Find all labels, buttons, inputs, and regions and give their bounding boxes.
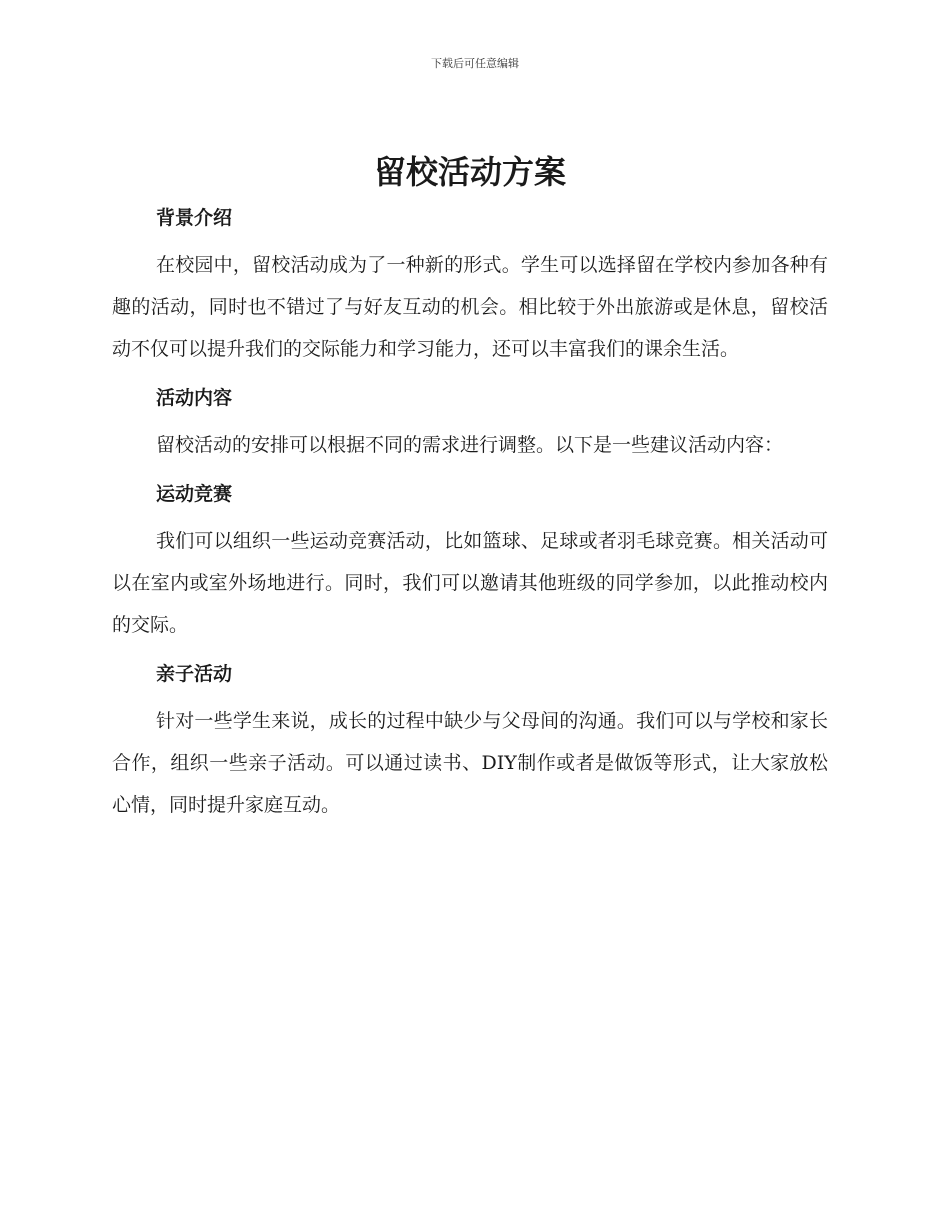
document-body (112, 148, 828, 836)
section-heading: 亲子活动 (156, 663, 233, 685)
document-title: 留校活动方案 (373, 153, 566, 191)
section-paragraph: 在校园中，留校活动成为了一种新的形式。学生可以选择留在学校内参加各种有趣的活动，同时也不错过了与好友互动的机会。相比较于外出旅游或是休息，留校活动不仅可以提升我们的交际能力和学习能力，还可以丰富我们的课余生活。 (112, 254, 828, 360)
section-heading: 运动竞赛 (156, 483, 233, 505)
section-heading: 背景介绍 (156, 207, 233, 229)
section-paragraph: 留校活动的安排可以根据不同的需求进行调整。以下是一些建议活动内容： (156, 434, 784, 456)
section-heading: 活动内容 (156, 387, 233, 409)
section-activity-content (112, 384, 828, 466)
page-header-note: 下载后可任意编辑 (431, 57, 519, 70)
section-paragraph: 我们可以组织一些运动竞赛活动，比如篮球、足球或者羽毛球竞赛。相关活动可以在室内或室外场地进行。同时，我们可以邀请其他班级的同学参加，以此推动校内的交际。 (112, 530, 828, 636)
section-paragraph: 针对一些学生来说，成长的过程中缺少与父母间的沟通。我们可以与学校和家长合作，组织一些亲子活动。可以通过读书、DIY制作或者是做饭等形式，让大家放松心情，同时提升家庭互动。 (112, 710, 828, 816)
section-parent-child (112, 660, 828, 826)
section-background (112, 204, 828, 370)
section-sports-competition (112, 480, 828, 646)
